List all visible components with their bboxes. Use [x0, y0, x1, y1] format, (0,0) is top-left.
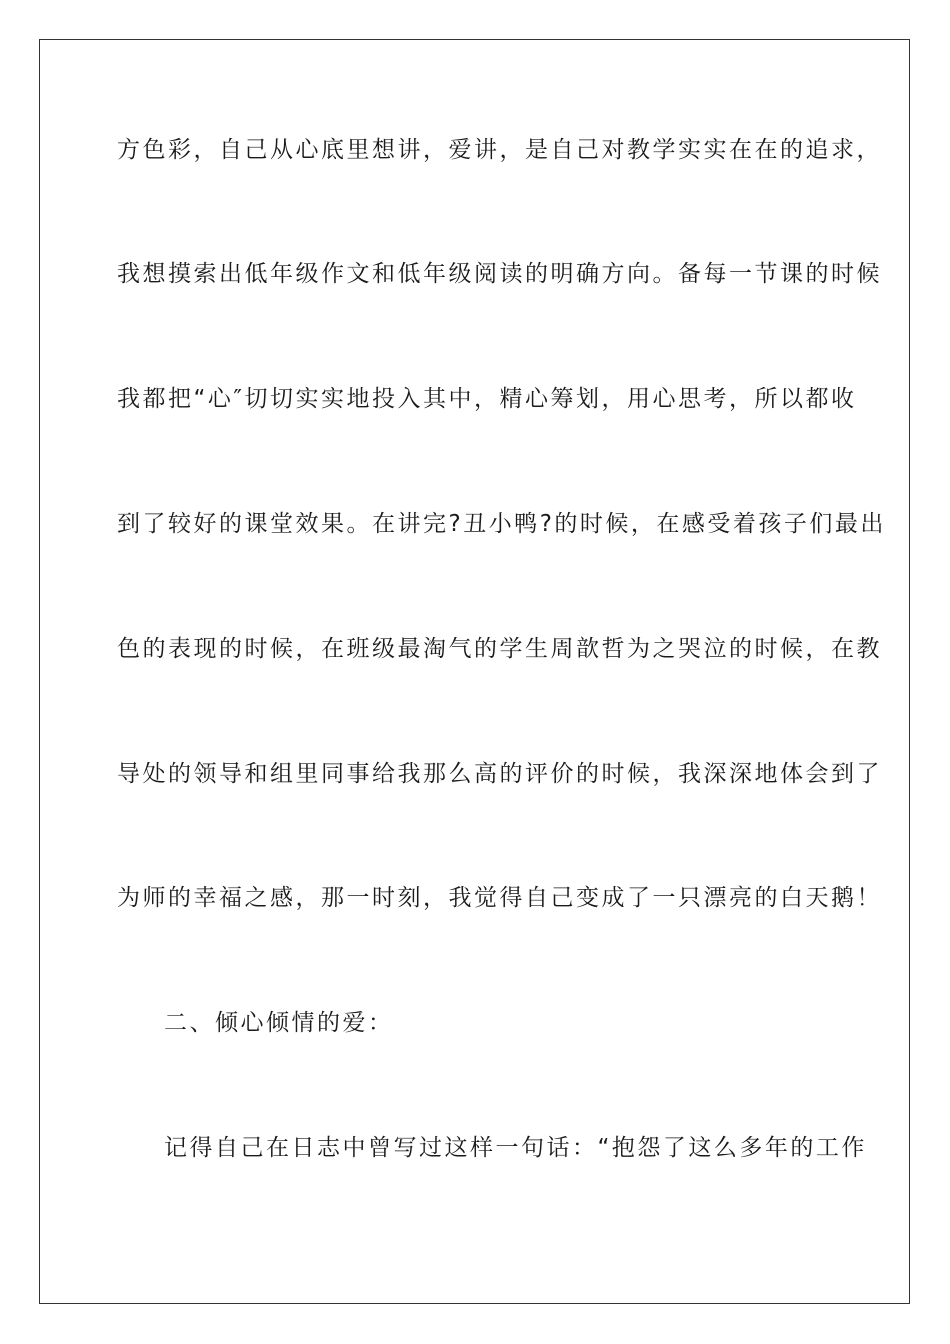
- body-text-line: 我想摸索出低年级作文和低年级阅读的明确方向。备每一节课的时候: [117, 261, 882, 287]
- body-text-line: 为师的幸福之感，那一时刻，我觉得自己变成了一只漂亮的白天鹅！: [117, 885, 882, 911]
- body-text-line: 到了较好的课堂效果。在讲完?丑小鸭?的时候，在感受着孩子们最出: [117, 511, 886, 537]
- section-heading: 二、倾心倾情的爱：: [164, 1010, 394, 1036]
- body-text-line: 导处的领导和组里同事给我那么高的评价的时候，我深深地体会到了: [117, 761, 882, 787]
- body-text-line: 色的表现的时候，在班级最淘气的学生周歆哲为之哭泣的时候，在教: [117, 636, 882, 662]
- body-text-line: 方色彩，自己从心底里想讲，爱讲，是自己对教学实实在在的追求，: [117, 137, 882, 163]
- page-border: [39, 39, 910, 1304]
- paragraph-first-line: 记得自己在日志中曾写过这样一句话：“抱怨了这么多年的工作: [164, 1135, 867, 1161]
- body-text-line: 我都把“心″切切实实地投入其中，精心筹划，用心思考，所以都收: [117, 386, 857, 412]
